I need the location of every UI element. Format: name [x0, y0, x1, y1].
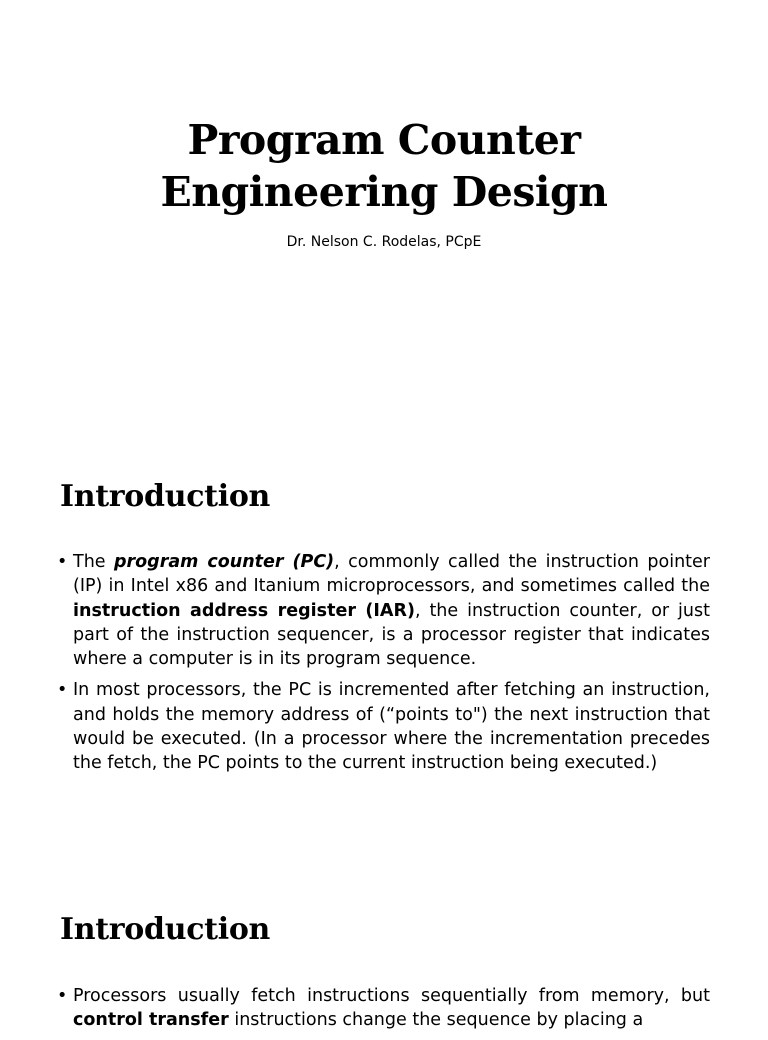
bullet-text: , the instruction counter, or just part of the instruction sequencer, is a processor register that indicates where a computer is in its program sequence.	[73, 600, 710, 670]
bullet-text: instructions change the sequence by placing a	[228, 1010, 644, 1031]
bold-term: control transfer	[73, 1010, 229, 1031]
bullet-item	[57, 550, 710, 671]
bullet-list	[57, 550, 710, 783]
title-line-1: Program Counter	[187, 116, 581, 164]
title-slide	[0, 0, 768, 432]
bullet-text: The	[73, 552, 114, 572]
slide-heading: Introduction	[60, 479, 271, 514]
title-line-2: Engineering Design	[160, 168, 608, 216]
bullet-item	[57, 984, 710, 1033]
bullet-text: In most processors, the PC is incremented after fetching an instruction, and holds the memory address of (“points to") the next instruction that would be executed. (In a processor where the incrementation precedes the fetch, the PC points to the current instruction being executed.)	[73, 680, 710, 774]
presentation-title	[0, 114, 768, 218]
author-line: Dr. Nelson C. Rodelas, PCpE	[286, 234, 482, 250]
bullet-item	[57, 678, 710, 775]
bold-term: instruction address register (IAR)	[73, 600, 415, 621]
bullet-list	[57, 984, 710, 1040]
bold-term: program counter (PC)	[114, 552, 335, 572]
bullet-text: Processors usually fetch instructions sequentially from memory, but	[73, 986, 710, 1006]
slide-heading: Introduction	[60, 912, 271, 947]
bullet-text: , commonly called the instruction pointer (IP) in Intel x86 and Itanium microprocessors, and sometimes called the	[73, 552, 710, 597]
